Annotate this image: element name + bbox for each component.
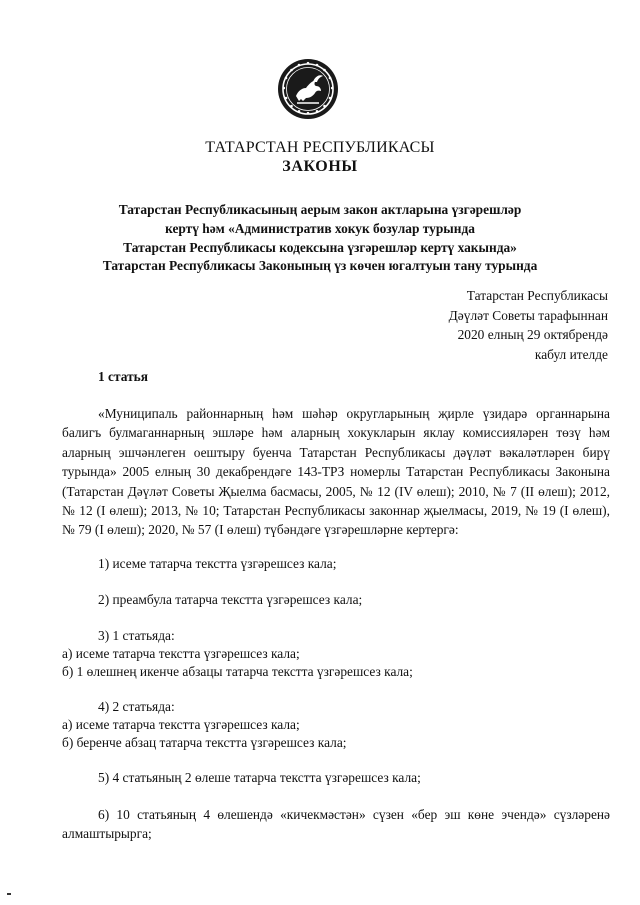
article-intro-text: «Муниципаль районнарның һәм шәһәр округларының җирле үзидарә органнарына балигъ булмаганнарның эшләре һәм аларның хокукларын яклау комиссияләрен төзү һәм аларның эшчәнлеген оештыру буенча Татарстан Республикасы дәүләт вәкаләтләрен бирү турында» 2005 елның 30 декабрендәге 143-ТРЗ номерлы Татарстан Республикасы Законына (Татарстан Дәүләт Советы Җыелма басмасы, 2005, № 12 (IV өлеш); 2010, № 7 (II өлеш); 2012, № 12 (I өлеш); 2013, № 10; Татарстан Республикасы законнар җыелмасы, 2019, № 19 (I өлеш), № 79 (I өлеш); 2020, № 57 (I өлеш) түбәндәге үзгәрешләрне кертергә: — [62, 406, 610, 538]
article-intro-paragraph — [62, 404, 610, 540]
law-title-line: кертү һәм «Административ хокук бозулар турында — [165, 221, 475, 236]
amendment-item-6-text: 6) 10 статьяның 4 өлешендә «кичекмәстән» сүзен «бер эш көне эчендә» сүзләренә алмаштырырга; — [62, 807, 610, 842]
amendment-item-6 — [62, 805, 610, 844]
adoption-line: Татарстан Республикасы — [466, 288, 608, 303]
republic-heading: ТАТАРСТАН РЕСПУБЛИКАСЫ — [205, 139, 435, 156]
amendment-item: 3) 1 статьяда: — [98, 628, 175, 643]
amendment-subitem: б) беренче абзац татарча текстта үзгәрешсез кала; — [62, 735, 347, 750]
scan-artifact — [7, 893, 11, 895]
amendment-subitem: б) 1 өлешнең икенче абзацы татарча текстта үзгәрешсез кала; — [62, 664, 413, 679]
adoption-line: Дәүләт Советы тарафыннан — [448, 307, 608, 323]
amendment-item: 2) преамбула татарча текстта үзгәрешсез кала; — [98, 592, 363, 607]
amendment-subitem: а) исеме татарча текстта үзгәрешсез кала; — [62, 717, 300, 732]
amendment-item: 5) 4 статьяның 2 өлеше татарча текстта үзгәрешсез кала; — [98, 770, 421, 785]
law-heading: ЗАКОНЫ — [282, 158, 358, 175]
law-title-line: Татарстан Республикасы кодексына үзгәрешләр кертү хакында» — [123, 240, 517, 255]
amendment-item: 4) 2 статьяда: — [98, 699, 175, 714]
adoption-line: кабул ителде — [534, 346, 608, 362]
law-title-line: Татарстан Республикасы Законының үз көчен югалтуын тану турында — [102, 258, 538, 273]
amendment-item: 1) исеме татарча текстта үзгәрешсез кала; — [98, 556, 337, 571]
article-title: 1 статья — [98, 369, 148, 384]
adoption-line: 2020 елның 29 октябрендә — [457, 327, 608, 342]
amendment-subitem: а) исеме татарча текстта үзгәрешсез кала; — [62, 646, 300, 661]
law-title-line: Татарстан Республикасының аерым закон актларына үзгәрешләр — [118, 202, 522, 217]
adoption-block — [449, 286, 608, 364]
tatarstan-emblem-icon — [277, 58, 339, 120]
